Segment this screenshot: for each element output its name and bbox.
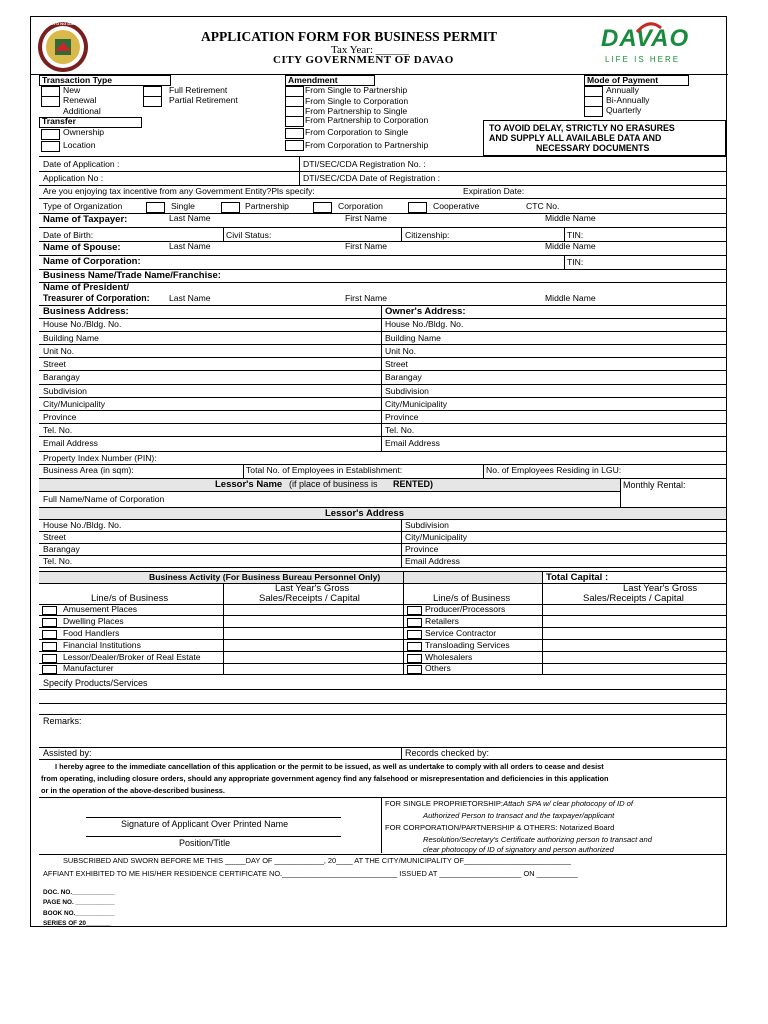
- taxpayer-last-name: Last Name: [169, 213, 211, 223]
- biz-barangay: Barangay: [43, 372, 80, 382]
- declaration-line-2: from operating, including closure orders, should any appropriate government agency find any falsehood or misrepresentation and deficiencies in this application: [41, 774, 609, 783]
- business-name-label: Business Name/Trade Name/Franchise:: [43, 270, 221, 281]
- position-label: Position/Title: [179, 838, 231, 848]
- dob-label: Date of Birth:: [43, 230, 94, 240]
- page-no: PAGE NO. ___________: [43, 899, 115, 906]
- amend-label-4: From Corporation to Single: [305, 127, 409, 137]
- position-line: [86, 836, 341, 837]
- amend-label-1: From Single to Corporation: [305, 96, 409, 106]
- president-first-name: First Name: [345, 293, 388, 303]
- monthly-rental-label: Monthly Rental:: [623, 480, 686, 490]
- logo-text: DAVAO: [601, 25, 690, 52]
- owner-barangay: Barangay: [385, 372, 422, 382]
- spouse-last-name: Last Name: [169, 241, 211, 251]
- lessor-house-no: House No./Bldg. No.: [43, 520, 122, 530]
- corp-label: FOR CORPORATION/PARTNERSHIP & OTHERS: Notarized Board: [385, 823, 615, 832]
- amend-label-0: From Single to Partnership: [305, 85, 408, 95]
- owner-house-no: House No./Bldg. No.: [385, 319, 464, 329]
- biz-subdivision: Subdivision: [43, 386, 87, 396]
- tin-label: TIN:: [567, 230, 584, 240]
- biz-province: Province: [43, 412, 77, 422]
- ownership-label: Ownership: [63, 127, 105, 137]
- signature-label: Signature of Applicant Over Printed Name: [121, 819, 289, 829]
- owner-email: Email Address: [385, 438, 440, 448]
- notice-line-2: AND SUPPLY ALL AVAILABLE DATA AND: [489, 133, 662, 143]
- dwelling-checkbox[interactable]: [42, 618, 57, 627]
- single-prop-note-1: Attach SPA w/ clear photocopy of ID of: [503, 799, 634, 808]
- remarks-label: Remarks:: [43, 716, 82, 726]
- owner-subdivision: Subdivision: [385, 386, 429, 396]
- retailers-label: Retailers: [425, 616, 459, 626]
- business-permit-form: [30, 16, 727, 927]
- davao-city-seal: [34, 20, 92, 74]
- president-last-name: Last Name: [169, 293, 211, 303]
- gross-label-left-2: Sales/Receipts / Capital: [259, 593, 360, 604]
- amusement-label: Amusement Places: [63, 604, 138, 614]
- partial-retirement-checkbox[interactable]: [143, 96, 162, 107]
- expiration-label: Expiration Date:: [463, 186, 525, 196]
- amend-checkbox-5[interactable]: [285, 140, 304, 151]
- form-title: APPLICATION FORM FOR BUSINESS PERMIT: [201, 29, 498, 44]
- partial-retirement-label: Partial Retirement: [169, 95, 238, 105]
- president-middle-name: Middle Name: [545, 293, 596, 303]
- logo-swoosh-icon: [635, 22, 663, 34]
- payment-title: Mode of Payment: [587, 75, 659, 85]
- others-checkbox[interactable]: [407, 665, 422, 674]
- amendment-title: Amendment: [288, 75, 338, 85]
- quarterly-label: Quarterly: [606, 105, 642, 115]
- lessor-fullname-label: Full Name/Name of Corporation: [43, 494, 165, 504]
- biz-city: City/Municipality: [43, 399, 106, 409]
- type-org-label: Type of Organization: [43, 201, 123, 211]
- amusement-checkbox[interactable]: [42, 606, 57, 615]
- lessor-province: Province: [405, 544, 439, 554]
- gross-label-right-1: Last Year's Gross: [623, 583, 698, 594]
- owner-unit-no: Unit No.: [385, 346, 417, 356]
- lessor-rented: RENTED): [393, 479, 433, 489]
- corp-note-2: clear photocopy of ID of signatory and person authorized: [423, 845, 614, 854]
- tax-year: Tax Year: ______: [331, 44, 409, 56]
- service-label: Service Contractor: [425, 628, 497, 638]
- ownership-checkbox[interactable]: [41, 129, 60, 140]
- lessor-address-title: Lessor's Address: [325, 508, 404, 519]
- amend-label-2: From Partnership to Single: [305, 106, 408, 116]
- taxpayer-middle-name: Middle Name: [545, 213, 596, 223]
- specify-products-label: Specify Products/Services: [43, 678, 148, 688]
- spouse-label: Name of Spouse:: [43, 242, 121, 253]
- taxpayer-first-name: First Name: [345, 213, 388, 223]
- biz-tel: Tel. No.: [43, 425, 73, 435]
- lines-label-right: Line/s of Business: [433, 593, 511, 604]
- lessor-street: Street: [43, 532, 66, 542]
- civil-status-label: Civil Status:: [226, 230, 272, 240]
- bi-annually-label: Bi-Annually: [606, 95, 650, 105]
- total-employees-label: Total No. of Employees in Establishment:: [246, 465, 403, 475]
- transloading-label: Transloading Services: [425, 640, 510, 650]
- owner-city: City/Municipality: [385, 399, 448, 409]
- doc-no: DOC. NO.____________: [43, 889, 115, 896]
- wholesalers-checkbox[interactable]: [407, 654, 422, 663]
- owner-address-title: Owner's Address:: [385, 306, 466, 317]
- davao-logo: [597, 22, 709, 68]
- business-address-title: Business Address:: [43, 306, 129, 317]
- dti-no-label: DTI/SEC/CDA Registration No. :: [303, 159, 426, 169]
- city-government: CITY GOVERNMENT OF DAVAO: [273, 54, 454, 66]
- biz-unit-no: Unit No.: [43, 346, 75, 356]
- amend-checkbox-4[interactable]: [285, 128, 304, 139]
- producer-checkbox[interactable]: [407, 606, 422, 615]
- lgu-employees-label: No. of Employees Residing in LGU:: [486, 465, 622, 475]
- financial-label: Financial Institutions: [63, 640, 141, 650]
- cooperative-checkbox[interactable]: [408, 202, 427, 213]
- sworn-statement: SUBSCRIBED AND SWORN BEFORE ME THIS _____DAY OF ____________, 20____ AT THE CITY/MUNICIPALITY OF__________________________: [63, 856, 571, 865]
- retailers-checkbox[interactable]: [407, 618, 422, 627]
- renewal-checkbox[interactable]: [41, 96, 60, 107]
- owner-tel: Tel. No.: [385, 425, 415, 435]
- lessor-email: Email Address: [405, 556, 460, 566]
- signature-line: [86, 817, 341, 818]
- amend-checkbox-3[interactable]: [285, 116, 304, 127]
- book-no: BOOK NO.___________: [43, 910, 115, 917]
- corporation-checkbox[interactable]: [313, 202, 332, 213]
- lessor-tel: Tel. No.: [43, 556, 73, 566]
- biz-building-name: Building Name: [43, 333, 99, 343]
- manufacturer-checkbox[interactable]: [42, 665, 57, 674]
- producer-label: Producer/Processors: [425, 604, 506, 614]
- series-no: SERIES OF 20_______: [43, 920, 111, 927]
- partnership-checkbox[interactable]: [221, 202, 240, 213]
- dti-date-label: DTI/SEC/CDA Date of Registration :: [303, 173, 441, 183]
- lessor-barangay: Barangay: [43, 544, 80, 554]
- spouse-first-name: First Name: [345, 241, 388, 251]
- additional-label: Additional: [63, 106, 101, 116]
- others-label: Others: [425, 663, 451, 673]
- partnership-label: Partnership: [245, 201, 289, 211]
- tax-incentive-label: Are you enjoying tax incentive from any Government Entity?Pls specify:: [43, 186, 315, 196]
- declaration-line-1: I hereby agree to the immediate cancellation of this application or the permit to be issued, as well as undertake to comply with all orders to cease and desist: [55, 762, 604, 771]
- owner-street: Street: [385, 359, 408, 369]
- pin-label: Property Index Number (PIN):: [43, 453, 157, 463]
- single-prop-note-2: Authorized Person to transact and the taxpayer/applicant: [423, 811, 615, 820]
- notice-line-1: TO AVOID DELAY, STRICTLY NO ERASURES: [489, 123, 675, 133]
- lessor-name-title: Lessor's Name: [215, 479, 283, 490]
- single-prop-label: FOR SINGLE PROPRIETORSHIP:: [385, 799, 504, 808]
- amend-label-3: From Partnership to Corporation: [305, 115, 429, 125]
- corporation-label: Corporation: [338, 201, 383, 211]
- business-area-label: Business Area (in sqm):: [43, 465, 134, 475]
- dwelling-label: Dwelling Places: [63, 616, 124, 626]
- lessor-dealer-label: Lessor/Dealer/Broker of Real Estate: [63, 652, 201, 662]
- logo-tagline: LIFE IS HERE: [605, 55, 681, 64]
- renewal-label: Renewal: [63, 95, 97, 105]
- seal-text: SELYO NG DABAW: [46, 21, 83, 26]
- president-label-1: Name of President/: [43, 282, 130, 293]
- notice-line-3: NECESSARY DOCUMENTS: [536, 143, 650, 153]
- declaration-line-3: or in the operation of the above-described business.: [41, 786, 225, 795]
- full-retirement-label: Full Retirement: [169, 85, 228, 95]
- ctc-label: CTC No.: [526, 201, 560, 211]
- lines-label-left: Line/s of Business: [91, 593, 169, 604]
- records-checked-label: Records checked by:: [405, 748, 490, 758]
- wholesalers-label: Wholesalers: [425, 652, 473, 662]
- date-of-application-label: Date of Application :: [43, 159, 120, 169]
- owner-building-name: Building Name: [385, 333, 441, 343]
- lessor-dealer-checkbox[interactable]: [42, 654, 57, 663]
- annually-label: Annually: [606, 85, 639, 95]
- amend-label-5: From Corporation to Partnership: [305, 140, 429, 150]
- affiant-statement: AFFIANT EXHIBITED TO ME HIS/HER RESIDENCE CERTIFICATE NO.____________________________ ISSUED AT ____________________ ON __________: [43, 869, 578, 878]
- taxpayer-label: Name of Taxpayer:: [43, 214, 128, 225]
- lessor-city: City/Municipality: [405, 532, 468, 542]
- corp-tin-label: TIN:: [567, 257, 584, 267]
- transaction-type-title: Transaction Type: [42, 75, 113, 85]
- quarterly-checkbox[interactable]: [584, 106, 603, 117]
- lessor-name-note: (if place of business is: [289, 479, 378, 489]
- spouse-middle-name: Middle Name: [545, 241, 596, 251]
- new-label: New: [63, 85, 81, 95]
- single-checkbox[interactable]: [146, 202, 165, 213]
- activity-title: Business Activity (For Business Bureau Personnel Only): [149, 572, 381, 582]
- cooperative-label: Cooperative: [433, 201, 480, 211]
- transfer-title: Transfer: [42, 116, 76, 126]
- total-capital-label: Total Capital :: [546, 572, 609, 583]
- single-label: Single: [171, 201, 195, 211]
- corporation-name-label: Name of Corporation:: [43, 256, 141, 267]
- gross-label-right-2: Sales/Receipts / Capital: [583, 593, 684, 604]
- biz-email: Email Address: [43, 438, 98, 448]
- assisted-by-label: Assisted by:: [43, 748, 92, 758]
- gross-label-left-1: Last Year's Gross: [275, 583, 350, 594]
- service-checkbox[interactable]: [407, 630, 422, 639]
- biz-street: Street: [43, 359, 66, 369]
- food-checkbox[interactable]: [42, 630, 57, 639]
- application-no-label: Application No :: [43, 173, 104, 183]
- biz-house-no: House No./Bldg. No.: [43, 319, 122, 329]
- citizenship-label: Citizenship:: [405, 230, 450, 240]
- location-checkbox[interactable]: [41, 141, 60, 152]
- lessor-subdivision: Subdivision: [405, 520, 449, 530]
- owner-province: Province: [385, 412, 419, 422]
- corp-note-1: Resolution/Secretary's Certificate authorizing person to transact and: [423, 835, 652, 844]
- transloading-checkbox[interactable]: [407, 642, 422, 651]
- location-label: Location: [63, 140, 96, 150]
- president-label-2: Treasurer of Corporation:: [43, 293, 150, 303]
- financial-checkbox[interactable]: [42, 642, 57, 651]
- manufacturer-label: Manufacturer: [63, 663, 114, 673]
- food-label: Food Handlers: [63, 628, 120, 638]
